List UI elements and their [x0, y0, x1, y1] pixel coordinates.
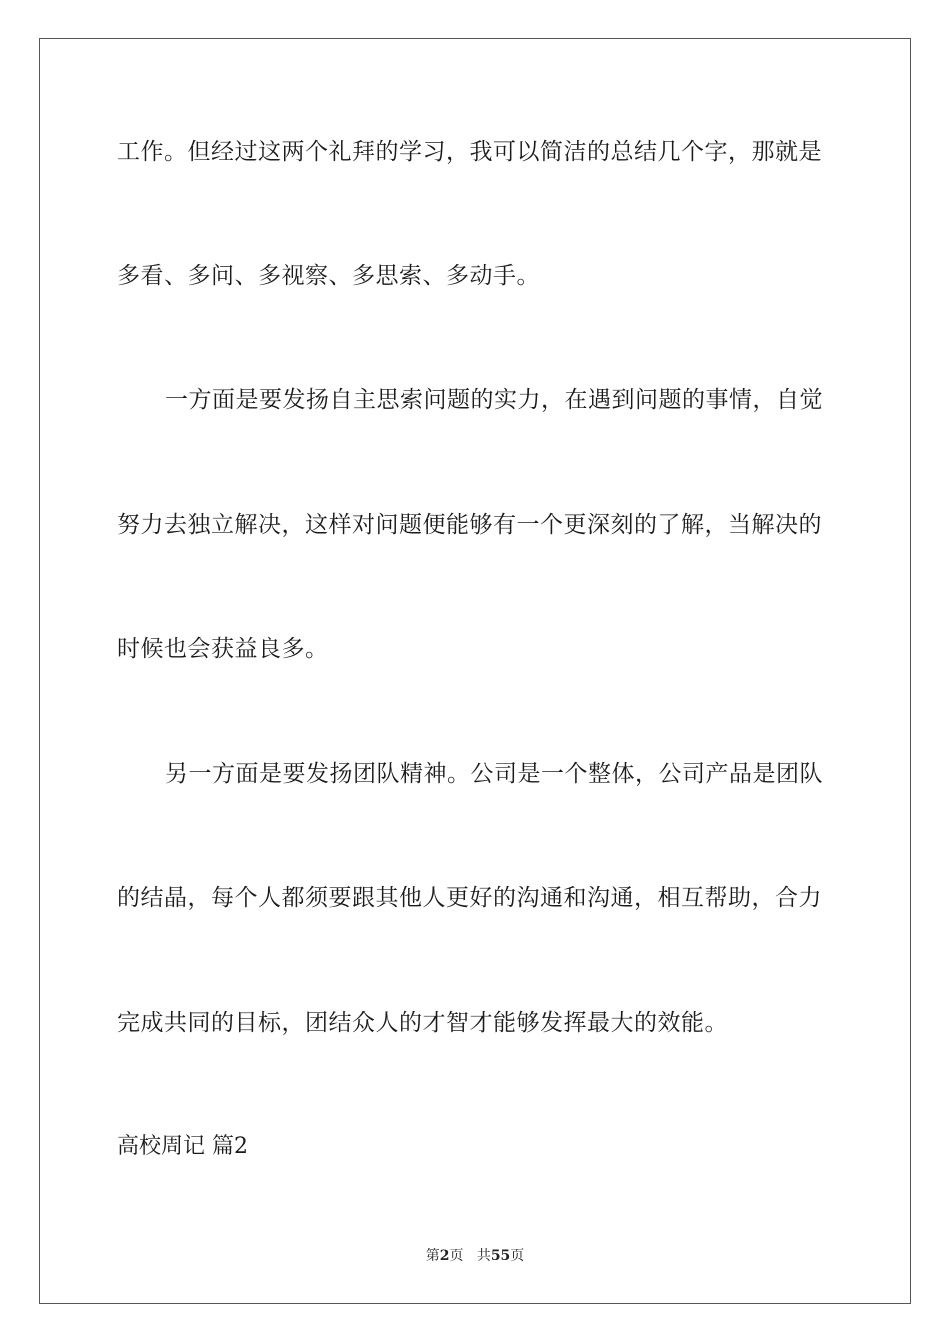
section-heading: 高校周记 篇2 — [117, 1134, 248, 1159]
paragraph-line: 时候也会获益良多。 — [117, 636, 329, 662]
paragraph-line: 多看、多问、多视察、多思索、多动手。 — [117, 263, 540, 289]
page-footer — [0, 1247, 950, 1265]
page-number: 2 — [439, 1248, 450, 1264]
total-prefix: 共 — [476, 1248, 491, 1264]
paragraph-line: 工作。但经过这两个礼拜的学习，我可以简洁的总结几个字，那就是 — [117, 139, 822, 165]
page-suffix: 页 — [449, 1248, 464, 1264]
paragraph-line: 一方面是要发扬自主思索问题的实力，在遇到问题的事情，自觉 — [165, 387, 823, 413]
total-suffix: 页 — [510, 1248, 525, 1264]
page-frame — [39, 38, 911, 1304]
page-prefix: 第 — [425, 1248, 440, 1264]
paragraph-line: 努力去独立解决，这样对问题便能够有一个更深刻的了解，当解决的 — [117, 512, 822, 538]
paragraph-line: 完成共同的目标，团结众人的才智才能够发挥最大的效能。 — [117, 1010, 728, 1036]
paragraph-line: 的结晶，每个人都须要跟其他人更好的沟通和沟通，相互帮助，合力 — [117, 885, 822, 911]
paragraph-line: 另一方面是要发扬团队精神。公司是一个整体，公司产品是团队 — [165, 761, 823, 787]
total-pages: 55 — [490, 1248, 511, 1264]
